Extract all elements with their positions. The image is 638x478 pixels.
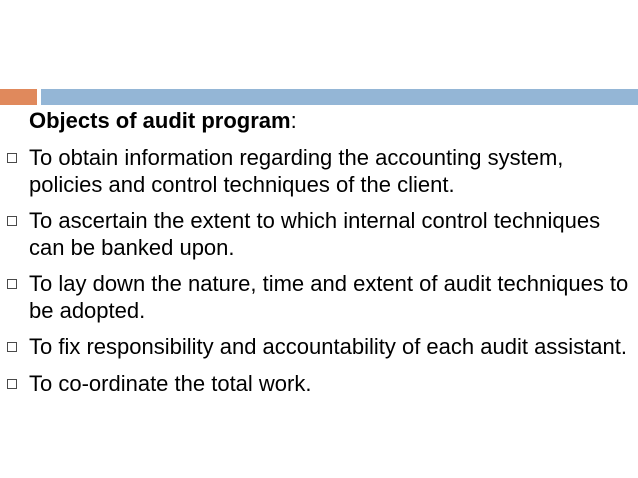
bullet-item [0,145,629,198]
bullet-text: To lay down the nature, time and extent of audit techniques to be adopted. [29,271,629,323]
bullet-text: To obtain information regarding the accounting system, policies and control techniques of the client. [29,145,564,197]
hollow-square-icon [7,342,17,352]
accent-orange-block [0,89,37,105]
heading-text: Objects of audit program [29,108,291,133]
bullet-text: To fix responsibility and accountability of each audit assistant. [29,334,627,359]
bullet-item [0,371,629,398]
slide-heading [29,108,297,134]
bullet-item [0,334,629,361]
bullet-list [0,145,638,407]
bullet-item [0,271,629,324]
bullet-text: To ascertain the extent to which internal control techniques can be banked upon. [29,208,601,260]
heading-colon: : [290,108,297,133]
hollow-square-icon [7,153,17,163]
hollow-square-icon [7,216,17,226]
hollow-square-icon [7,279,17,289]
title-accent-bar [0,89,638,105]
hollow-square-icon [7,379,17,389]
bullet-item [0,208,629,261]
accent-blue-bar [41,89,638,105]
bullet-text: To co-ordinate the total work. [29,370,312,396]
